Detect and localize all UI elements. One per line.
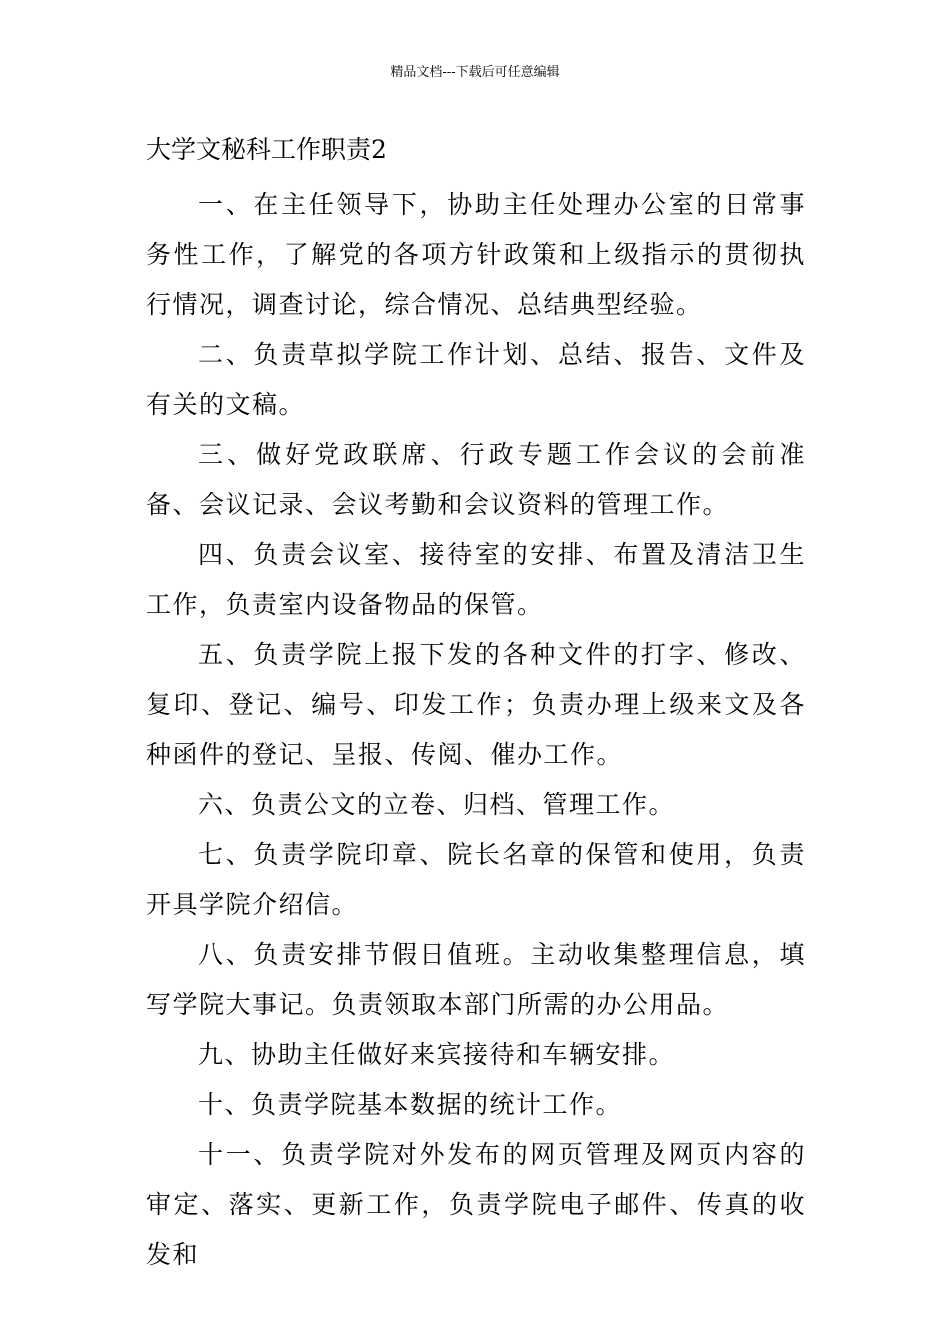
- paragraph-10: 十、负责学院基本数据的统计工作。: [198, 1090, 623, 1119]
- paragraph-11: 十一、负责学院对外发布的网页管理及网页内容的审定、落实、更新工作，负责学院电子邮件、传真的收发和: [146, 1140, 806, 1269]
- paragraph-2: 二、负责草拟学院工作计划、总结、报告、文件及有关的文稿。: [146, 340, 806, 419]
- paragraph-3: 三、做好党政联席、行政专题工作会议的会前准备、会议记录、会议考勤和会议资料的管理工作。: [146, 440, 806, 519]
- page-header: 精品文档---下载后可任意编辑: [390, 65, 560, 80]
- paragraph-8: 八、负责安排节假日值班。主动收集整理信息，填写学院大事记。负责领取本部门所需的办公用品。: [146, 940, 806, 1019]
- paragraph-6: 六、负责公文的立卷、归档、管理工作。: [198, 790, 676, 819]
- paragraph-7: 七、负责学院印章、院长名章的保管和使用，负责开具学院介绍信。: [146, 840, 806, 919]
- document-title: 大学文秘科工作职责2: [146, 135, 387, 164]
- paragraph-9: 九、协助主任做好来宾接待和车辆安排。: [198, 1040, 676, 1069]
- document-body: [146, 180, 806, 1280]
- paragraph-1: 一、在主任领导下，协助主任处理办公室的日常事务性工作，了解党的各项方针政策和上级指示的贯彻执行情况，调查讨论，综合情况、总结典型经验。: [146, 190, 806, 319]
- paragraph-4: 四、负责会议室、接待室的安排、布置及清洁卫生工作，负责室内设备物品的保管。: [146, 540, 806, 619]
- paragraph-5: 五、负责学院上报下发的各种文件的打字、修改、复印、登记、编号、印发工作；负责办理上级来文及各种函件的登记、呈报、传阅、催办工作。: [146, 640, 806, 769]
